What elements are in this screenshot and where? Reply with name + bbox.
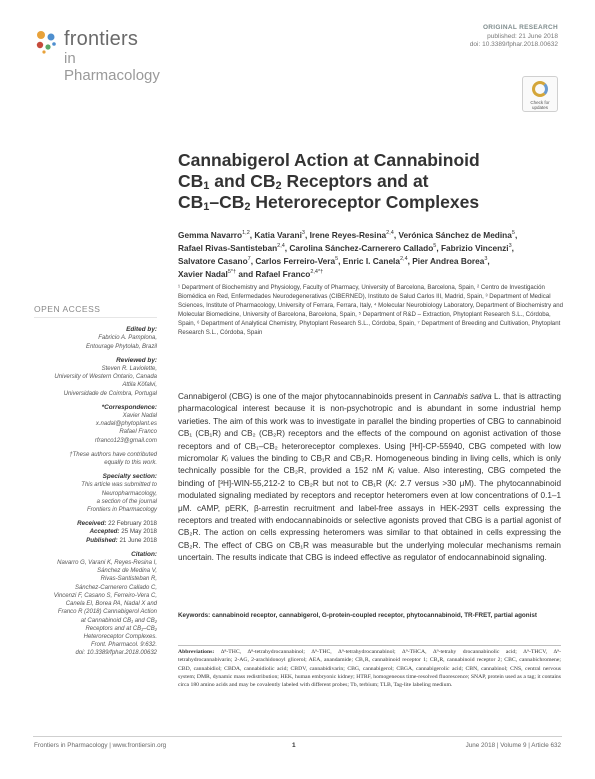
citation-line: Franco R (2018) Cannabigerol Action [57,609,157,616]
author-name[interactable]: Carlos Ferreiro-Vera [255,255,336,266]
author-affiliation-marker: 5 [433,242,437,249]
doi-link[interactable]: doi: 10.3389/fphar.2018.00632 [469,41,558,48]
abbreviations-text: Δ⁸-THC, Δ⁸-tetrahydrocannabinol; Δ⁹-THC, Δ⁹-tetrahydrocannabinol; Δ⁹-THCA, Δ⁹-tetrahy drocannabinolic acid; Δ⁹-THCV, Δ⁹-tetrahydrocannabivarin; 2-AG, 2-arachidonoyl glicerol; AEA, anandamide; CB₁R, cannabinoid receptor 1; CB₂R, cannabinoid receptor 2; CBC, cannabichromene; CBD, cannabidiol; CBDA, cannabidiolic acid; CBDV, cannabidivarin; CBG, cannabigerol; CBGA, cannabigerolic acid; CBN, cannabinol; CNS, central nervous system; DMR, dynamic mass redistribution; HEK, human embryonic kidney; HTRF, homogeneous time-resolved fluorescence; SNAP, protein used as a tag; it contains circa 180 amino acids and may be covalently labeled with different probes; Tb, terbium; TLB, Tag-lite labeling medium. [178,649,561,689]
correspondence-heading: *Correspondence: [101,403,157,411]
author-affiliation-marker: 2,4 [386,230,394,236]
citation-line: doi: 10.3389/fphar.2018.00632 [75,650,157,657]
author-name[interactable]: Pier Andrea Borea [412,255,485,266]
abbreviations [178,648,561,689]
reviewer-affiliation: Universidade de Coimbra, Portugal [63,390,157,397]
title-text: –CB [209,192,245,212]
author-affiliation-marker: 2,4 [277,242,285,249]
reviewer-name: Attila Köfalvi, [122,382,157,389]
check-for-updates-button[interactable] [522,76,558,112]
author-name[interactable]: Fabrizio Vincenzi [440,242,509,253]
author-separator: , [284,242,290,253]
published-value: 21 June 2018 [119,536,157,544]
author-name[interactable]: Gemma Navarro [178,229,243,240]
accepted-label: Accepted: [89,528,120,536]
author-separator: , [487,255,490,266]
specialty-text: Frontiers in Pharmacology [86,507,157,514]
specialty-heading: Specialty section: [102,473,157,481]
correspondent-name: Rafael Franco [119,429,157,436]
title-text: Heteroreceptor Complexes [250,192,480,212]
author-name[interactable]: Xavier Nadal [178,268,228,279]
published-date-side [34,537,157,545]
title-subscript: 1 [203,201,210,213]
editor-name: Fabricio A. Pamplona, [98,335,157,342]
author-affiliation-marker: 3 [301,230,305,236]
author-affiliation-marker: 5 [511,230,515,236]
author-name[interactable]: Salvatore Casano [178,255,248,266]
reviewer-affiliation: University of Western Ontario, Canada [54,374,157,381]
author-separator: , [514,229,518,240]
author-affiliation-marker: 5*† [227,268,237,275]
received-value: 22 February 2018 [108,520,157,528]
citation-line: Sánchez de Medina V, [97,568,157,575]
article-type: ORIGINAL RESEARCH [482,24,558,31]
title-text: CB [178,192,204,212]
author-affiliation-marker: 3 [508,242,512,249]
open-access-label: OPEN ACCESS [34,305,157,318]
title-subscript: 1 [203,180,210,192]
title-text: Receptors and at [281,171,429,191]
abstract-italic: Kᵢ [387,466,395,476]
author-separator: , [407,255,413,266]
page-number: 1 [292,742,296,749]
citation-line: Rivas-Santisteban R, [100,576,157,583]
abstract-italic: Cannabis sativa [433,392,492,401]
specialty-text: Neuropharmacology, [101,490,157,497]
reviewed-by-heading: Reviewed by: [116,356,157,364]
author-affiliation-marker: 2,4*† [310,268,324,275]
citation-line: Heteroreceptor Complexes. [83,633,157,640]
footer-divider [33,736,562,737]
brand-name: frontiers [64,28,139,50]
citation-line: at Cannabinoid CB₁ and CB₂ [80,617,157,624]
published-label: Published: [86,536,118,544]
citation-line: Sánchez-Carnerero Callado C, [74,584,157,591]
abstract-text: value. Also interesting, CBG competed the binding of [³H]-WIN-55,212-2 to CB₂R but not to CB₁R ( [178,466,561,488]
author-name[interactable]: Katia Varani [254,229,302,240]
frontiers-logo-icon [32,28,62,58]
author-separator: and [236,268,256,279]
author-separator: , [304,229,310,240]
abstract-italic: Kᵢ [388,478,395,488]
updates-icon [532,81,548,97]
updates-label: Check for updates [530,100,550,110]
author-affiliation-marker: 2,4 [399,255,408,262]
author-separator: , [250,255,256,266]
author-separator: , [393,229,399,240]
author-separator: , [436,242,441,253]
footer-issue-info: June 2018 | Volume 9 | Article 632 [465,742,561,749]
citation-line: Front. Pharmacol. 9:632. [90,642,157,649]
author-separator: , [511,242,514,253]
citation-line: Navarro G, Varani K, Reyes-Resina I, [57,560,157,567]
accepted-value: 25 May 2018 [121,528,157,536]
keywords-label: Keywords: [178,612,211,619]
citation-line: Receptors and at CB₁–CB₂ [85,625,157,632]
author-affiliation-marker: 3 [484,255,488,262]
specialty-text: This article was submitted to [81,482,157,489]
abstract-text: L. that is attracting pharmacological interest because it is non-psychotropic and is abundant in some industrial hemp varieties. The aim of this work was to investigate in parallel the binding properties of CBG to cannabinoid CB₁ (CB₁R) and CB₂ (CB₂R) receptors and the effects of the compound on agonist activation of those receptors and of CB₁–CB₂ heteroreceptor complexes. Using [³H]-CP-55940, CBG competed with low micromolar [178,392,561,464]
footer-journal-link[interactable]: Frontiers in Pharmacology | www.frontiersin.org [34,742,167,749]
citation-heading: Citation: [131,550,157,558]
abbreviations-label: Abbreviations: [178,649,215,655]
author-name[interactable]: Enric I. Canela [342,255,400,266]
equal-contribution-note: †These authors have contributed [69,451,157,458]
correspondent-email-link[interactable]: rfranco123@gmail.com [94,437,157,444]
title-subscript: 2 [275,180,282,192]
author-name[interactable]: Rafael Rivas-Santisteban [178,242,278,253]
journal-name: in Pharmacology [64,50,160,84]
affiliations: ¹ Department of Biochemistry and Physiology, Faculty of Pharmacy, University of Barcelona, Barcelona, Spain, ² Centro de Investigación Biomédica en Red, Enfermedades Neurodegenerativas (CIBERNED), Instituto de Salud Carlos III, Madrid, Spain, ³ Department of Medical Sciences, Institute of Pharmacology, University of Ferrara, Ferrara, Italy, ⁴ Molecular Neurobiology Laboratory, Department of Biochemistry and Molecular Biomedicine, University of Barcelona, Barcelona, Spain, ⁵ Department of R&D – Extraction, Phytoplant Research S.L., Córdoba, Spain, ⁶ Department of Analytical Chemistry, Phytoplant Research S.L., Córdoba, Spain, ⁷ Department of Breeding and Cultivation, Phytoplant Research S.L., Córdoba, Spain [178,284,563,336]
citation-line: Vincenzi F, Casano S, Ferreiro-Vera C, [53,592,157,599]
editor-affiliation: Entourage Phytolab, Brazil [85,343,157,350]
author-affiliation-marker: 1,2 [242,230,250,236]
received-date [34,520,157,528]
author-name[interactable]: Irene Reyes-Resina [309,229,387,240]
journal-logo[interactable] [32,26,172,84]
equal-contribution-note: equally to this work. [104,460,157,467]
abbreviations-divider [178,645,561,646]
published-date: published: 21 June 2018 [487,33,558,40]
author-separator: , [249,229,255,240]
abstract-italic: Kᵢ [221,454,228,464]
author-name[interactable]: Carolina Sánchez-Carnerero Callado [289,242,434,253]
abstract-text: : 2.7 versus >30 μM). The phytocannabinoid modulated signaling mediated by receptors and receptor heteromers even at low concentrations of 0.1–1 μM. cAMP, pERK, β-arrestin recruitment and label-free assays in HEK-293T cells expressing the receptors and treated with endocannabinoids or selective agonists proved that CBG is a partial agonist of CB₂R. The action on cells expressing heteromers was similar to that obtained in cells expressing the CB₂R. The effect of CBG on CB₁R was measurable but the underlying molecular mechanisms remain uncertain. The results indicate that CBG is indeed effective as regulator of endocannabinoid signaling. [178,478,562,563]
specialty-text: a section of the journal [96,498,157,505]
correspondent-name: Xavier Nadal [122,413,157,420]
article-info-sidebar [34,305,157,658]
citation-line: Canela EI, Borea PA, Nadal X and [65,601,157,608]
title-text: and CB [209,171,276,191]
edited-by-heading: Edited by: [126,326,157,334]
citation-text [34,559,157,657]
received-label: Received: [77,520,107,528]
author-affiliation-marker: 7 [247,255,251,262]
author-list [178,228,563,280]
title-text: CB [178,171,204,191]
author-affiliation-marker: 5 [335,255,339,262]
author-name[interactable]: Rafael Franco [255,268,311,279]
correspondent-email-link[interactable]: x.nadal@phytoplant.es [95,421,157,428]
keywords-text: cannabinoid receptor, cannabigerol, G-protein-coupled receptor, phytocannabinoid, TR-FRET, partial agonist [210,612,537,619]
abstract-text: Cannabigerol (CBG) is one of the major phytocannabinoids present in [178,392,434,401]
accepted-date [34,528,157,536]
keywords [178,612,561,621]
abstract-text: values the binding to CB₁R and CB₂R. Homogeneous binding in living cells, which is only technically possible for the CB₂R, provided a 152 nM [178,454,562,476]
title-subscript: 2 [244,201,251,213]
title-text: Cannabigerol Action at Cannabinoid [178,150,480,170]
author-name[interactable]: Verónica Sánchez de Medina [398,229,512,240]
author-separator: , [338,255,343,266]
abstract [178,391,561,565]
article-title [178,150,558,213]
reviewer-name: Steven R. Laviolette, [101,366,157,373]
